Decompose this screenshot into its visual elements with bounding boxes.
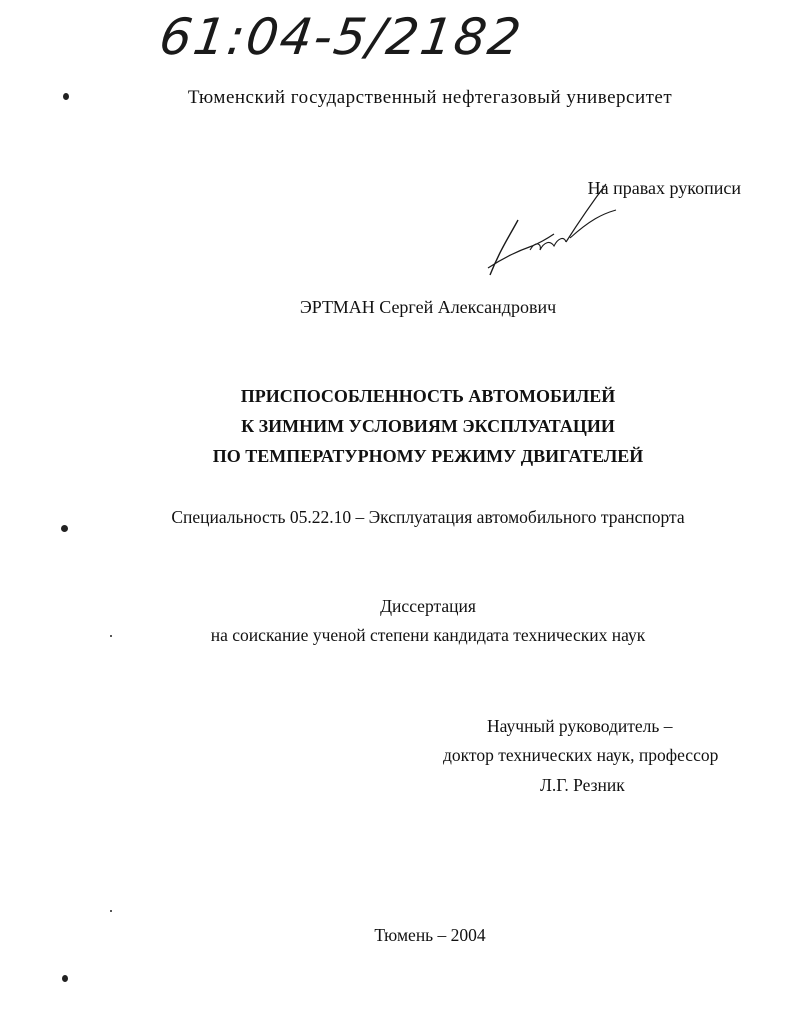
dissertation-title-line-1: ПРИСПОСОБЛЕННОСТЬ АВТОМОБИЛЕЙ: [240, 386, 616, 406]
specialty-line: Специальность 05.22.10 – Эксплуатация автомобильного транспорта: [171, 507, 685, 527]
author-signature: [470, 180, 640, 290]
dissertation-type: Диссертация: [380, 596, 476, 616]
scan-speck: [62, 975, 68, 982]
author-name: ЭРТМАН Сергей Александрович: [299, 297, 557, 317]
dissertation-title-line-2: К ЗИМНИМ УСЛОВИЯМ ЭКСПЛУАТАЦИИ: [241, 416, 615, 436]
manuscript-rights-note: На правах рукописи: [587, 178, 741, 198]
scan-speck: [110, 635, 112, 637]
supervisor-degree: доктор технических наук, профессор: [443, 745, 719, 765]
university-name: Тюменский государственный нефтегазовый университет: [187, 87, 673, 108]
city-and-year: Тюмень – 2004: [374, 925, 486, 945]
scan-speck: [63, 93, 69, 100]
dissertation-title-line-3: ПО ТЕМПЕРАТУРНОМУ РЕЖИМУ ДВИГАТЕЛЕЙ: [212, 446, 644, 466]
degree-line: на соискание ученой степени кандидата технических наук: [210, 625, 646, 645]
scan-speck: [110, 910, 112, 912]
supervisor-name: Л.Г. Резник: [540, 775, 625, 795]
supervisor-label: Научный руководитель –: [487, 716, 673, 736]
archive-code-handwritten: 61:04-5/2182: [155, 8, 527, 66]
scan-speck: [61, 525, 68, 532]
